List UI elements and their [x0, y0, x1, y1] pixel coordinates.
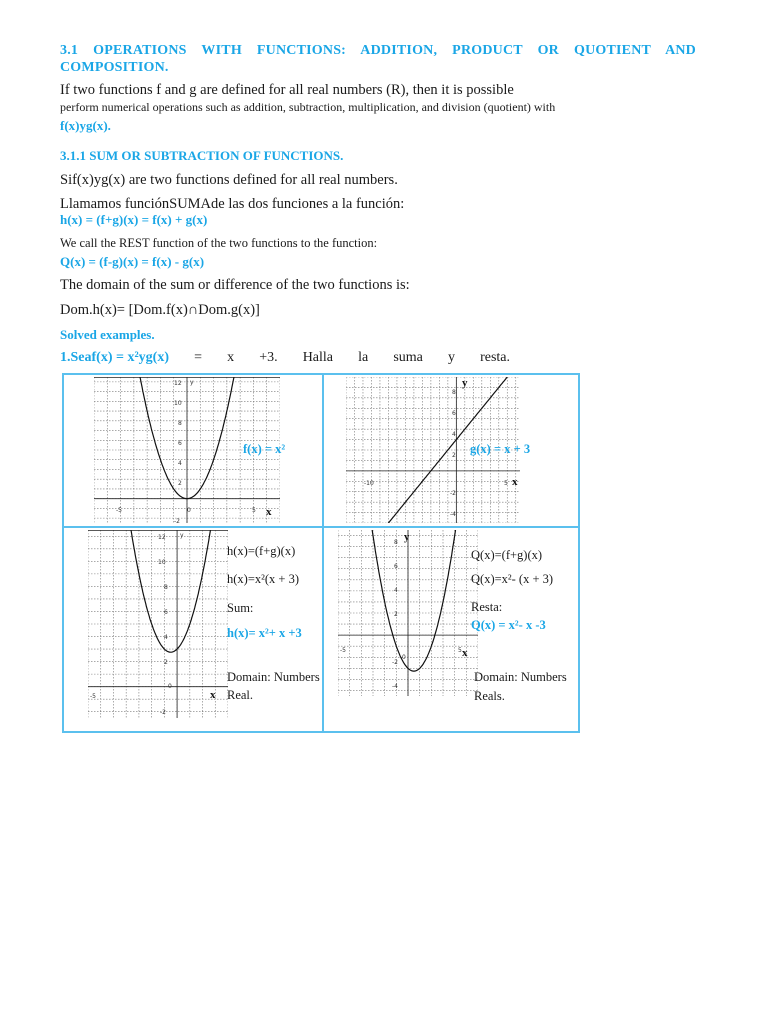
tick-y: 8	[394, 539, 398, 546]
formula-domain: Dom.h(x)= [Dom.f(x)∩Dom.g(x)]	[60, 302, 260, 318]
tick-y: -4	[450, 511, 456, 518]
h-line-2: h(x)=x²(x + 3)	[227, 572, 299, 586]
tick-y: 6	[178, 440, 182, 447]
q-line-2: Q(x)=x²- (x + 3)	[471, 572, 554, 586]
axis-y-label: y	[404, 531, 410, 543]
subsection-title: 3.1.1 SUM OR SUBTRACTION OF FUNCTIONS.	[60, 148, 344, 163]
q-line-6: Reals.	[474, 689, 505, 703]
axis-y-label: y	[190, 379, 194, 386]
example-word: la	[358, 350, 369, 365]
tick-y: 10	[158, 559, 166, 566]
q-line-3: Resta:	[471, 600, 503, 614]
example-word: =	[194, 350, 202, 365]
tick-x: 0	[168, 683, 172, 690]
tick-y: 8	[452, 389, 456, 396]
tick-y: 6	[452, 410, 456, 417]
q-line-1: Q(x)=(f+g)(x)	[471, 548, 543, 562]
tick-y: 12	[158, 534, 166, 541]
example-line	[60, 350, 510, 366]
tick-y: -2	[450, 490, 456, 497]
tick-y: 6	[164, 609, 168, 616]
axis-x-label: x	[462, 647, 468, 659]
tick-y: 8	[164, 584, 168, 591]
tick-x: -5	[340, 647, 346, 654]
axis-y-label: y	[180, 532, 184, 539]
axis-x-label: x	[210, 689, 216, 701]
table-divider-horizontal	[62, 526, 580, 528]
tick-x: -5	[90, 693, 96, 700]
example-word: 1.Seaf(x) = x²yg(x)	[60, 350, 169, 365]
tick-y: -2	[160, 709, 166, 716]
tick-y: 8	[178, 420, 182, 427]
graph-q	[338, 530, 478, 696]
tick-x: 5	[504, 480, 508, 487]
graph-h	[88, 530, 228, 718]
tick-x: 5	[458, 647, 462, 654]
example-word: resta.	[480, 350, 510, 365]
table-divider-vertical	[322, 373, 324, 733]
example-word: suma	[393, 350, 423, 365]
line-defined: Sif(x)yg(x) are two functions defined for all real numbers.	[60, 172, 398, 188]
example-word: y	[447, 350, 455, 365]
tick-x: 0	[187, 507, 191, 514]
intro-line-2: perform numerical operations such as addition, subtraction, multiplication, and division (quotient) with	[60, 100, 556, 114]
intro-line-3: f(x)yg(x).	[60, 118, 111, 133]
tick-y: -2	[174, 518, 180, 523]
tick-x: 5	[252, 507, 256, 514]
tick-y: 4	[178, 460, 182, 467]
intro-line-1: If two functions f and g are defined for all real numbers (R), then it is possible	[60, 82, 514, 98]
q-line-5: Domain: Numbers	[474, 670, 567, 684]
tick-y: -4	[392, 683, 398, 690]
line-suma: Llamamos funciónSUMAde las dos funciones a la función:	[60, 196, 405, 212]
tick-x: -5	[116, 507, 122, 514]
tick-y: 4	[164, 634, 168, 641]
axis-x-label: x	[266, 506, 272, 518]
section-title: 3.1 OPERATIONS WITH FUNCTIONS: ADDITION, PRODUCT OR QUOTIENT AND COMPOSITION.	[60, 43, 696, 75]
example-word: x	[227, 350, 235, 365]
tick-y: 2	[452, 452, 456, 459]
line-domain: The domain of the sum or difference of the two functions is:	[60, 277, 410, 293]
tick-y: 12	[174, 380, 182, 387]
label-f: f(x) = x²	[243, 442, 286, 456]
tick-y: 2	[178, 480, 182, 487]
example-word: +3.	[259, 350, 278, 365]
tick-y: 2	[394, 611, 398, 618]
h-line-6: Real.	[227, 688, 254, 702]
tick-x: 0	[402, 654, 406, 661]
tick-y: 4	[394, 587, 398, 594]
example-word: Halla	[302, 350, 334, 365]
tick-x: -10	[364, 480, 374, 487]
curve-q	[370, 530, 459, 671]
h-line-5: Domain: Numbers	[227, 670, 320, 684]
axis-y-label: y	[462, 377, 468, 389]
h-line-3: Sum:	[227, 601, 254, 615]
h-line-1: h(x)=(f+g)(x)	[227, 544, 296, 558]
curve-h	[128, 530, 214, 652]
tick-y: -2	[392, 659, 398, 666]
tick-y: 4	[452, 431, 456, 438]
h-line-4: h(x)= x²+ x +3	[227, 626, 302, 640]
q-line-4: Q(x) = x²- x -3	[471, 618, 546, 632]
formula-rest: Q(x) = (f-g)(x) = f(x) - g(x)	[60, 254, 205, 269]
tick-y: 6	[394, 563, 398, 570]
solved-examples: Solved examples.	[60, 327, 155, 342]
tick-y: 2	[164, 659, 168, 666]
axis-x-label: x	[512, 476, 518, 488]
label-g: g(x) = x + 3	[470, 442, 531, 456]
line-rest: We call the REST function of the two functions to the function:	[60, 236, 378, 250]
tick-y: 10	[174, 400, 182, 407]
formula-sum: h(x) = (f+g)(x) = f(x) + g(x)	[60, 212, 208, 227]
